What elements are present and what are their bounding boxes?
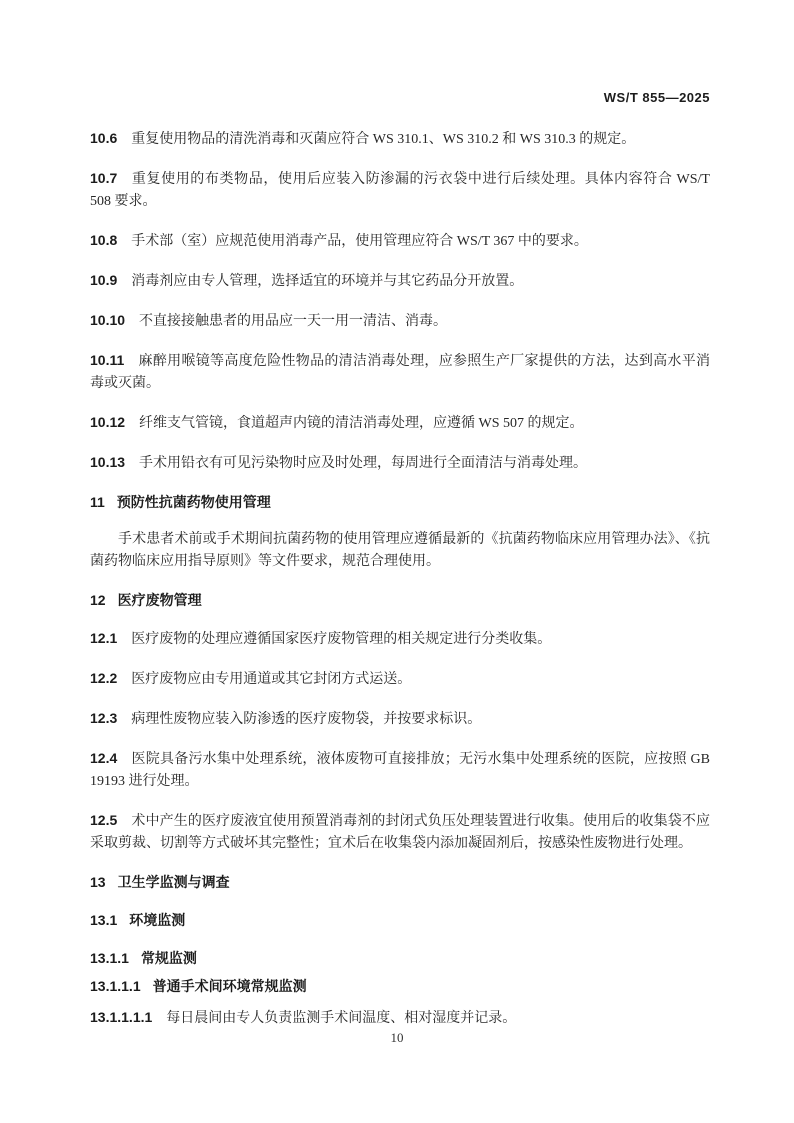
clause-number: 10.6 — [90, 130, 118, 146]
clause-number: 12.5 — [90, 812, 118, 828]
clause-text: 医疗废物的处理应遵循国家医疗废物管理的相关规定进行分类收集。 — [131, 632, 552, 647]
clause-number: 10.8 — [90, 232, 118, 248]
page-number: 10 — [390, 1030, 404, 1045]
clause-10-9 — [90, 269, 710, 293]
clause-text: 病理性废物应装入防渗透的医疗废物袋，并按要求标识。 — [131, 712, 482, 727]
clause-text: 术中产生的医疗废液宜使用预置消毒剂的封闭式负压处理装置进行收集。使用后的收集袋不应采取剪裁、切割等方式破坏其完整性；宜术后在收集袋内添加凝固剂后，按感染性废物进行处理。 — [90, 814, 710, 851]
section-heading-13-1-1 — [90, 947, 710, 969]
section-heading-13-1 — [90, 909, 710, 931]
clause-10-11 — [90, 349, 710, 395]
heading-number: 11 — [90, 494, 105, 510]
heading-number: 13.1.1 — [90, 950, 129, 966]
clause-number: 10.12 — [90, 414, 126, 430]
document-code-header: WS/T 855—2025 — [603, 90, 710, 105]
clause-13-1-1-1-1 — [90, 1006, 710, 1030]
clause-text: 手术部（室）应规范使用消毒产品，使用管理应符合 WS/T 367 中的要求。 — [131, 234, 588, 249]
section-heading-13-1-1-1 — [90, 975, 710, 997]
heading-number: 13.1.1.1 — [90, 978, 141, 994]
heading-text: 常规监测 — [140, 950, 197, 966]
section-heading-13 — [90, 871, 710, 893]
clause-text: 每日晨间由专人负责监测手术间温度、相对湿度并记录。 — [166, 1011, 517, 1026]
clause-number: 12.3 — [90, 710, 118, 726]
clause-10-12 — [90, 411, 710, 435]
clause-12-5 — [90, 809, 710, 855]
clause-12-2 — [90, 667, 710, 691]
clause-number: 10.11 — [90, 352, 125, 368]
section-heading-11 — [90, 491, 710, 513]
clause-text: 消毒剂应由专人管理，选择适宜的环境并与其它药品分开放置。 — [131, 274, 524, 289]
section-heading-12 — [90, 589, 710, 611]
clause-number: 12.1 — [90, 630, 118, 646]
heading-text: 环境监测 — [129, 912, 186, 928]
clause-10-8 — [90, 229, 710, 253]
clause-number: 12.4 — [90, 750, 118, 766]
paragraph-antibiotics: 手术患者术前或手术期间抗菌药物的使用管理应遵循最新的《抗菌药物临床应用管理办法》、《抗菌药物临床应用指导原则》等文件要求，规范合理使用。 — [90, 532, 710, 569]
heading-number: 13.1 — [90, 912, 118, 928]
clause-12-1 — [90, 627, 710, 651]
heading-text: 医疗废物管理 — [117, 592, 202, 608]
heading-number: 12 — [90, 592, 106, 608]
heading-number: 13 — [90, 874, 106, 890]
clause-text: 手术用铅衣有可见污染物时应及时处理，每周进行全面清洁与消毒处理。 — [139, 456, 588, 471]
clause-10-6 — [90, 127, 710, 151]
clause-10-13 — [90, 451, 710, 475]
clause-text: 纤维支气管镜，食道超声内镜的清洁消毒处理，应遵循 WS 507 的规定。 — [139, 416, 584, 431]
clause-10-10 — [90, 309, 710, 333]
clause-12-4 — [90, 747, 710, 793]
clause-number: 10.9 — [90, 272, 118, 288]
clause-12-3 — [90, 707, 710, 731]
clause-10-7 — [90, 167, 710, 213]
clause-text: 重复使用的布类物品，使用后应装入防渗漏的污衣袋中进行后续处理。具体内容符合 WS/T 508 要求。 — [90, 172, 710, 209]
heading-text: 卫生学监测与调查 — [117, 874, 230, 890]
clause-number: 10.7 — [90, 170, 118, 186]
clause-text: 医院具备污水集中处理系统，液体废物可直接排放；无污水集中处理系统的医院，应按照 GB 19193 进行处理。 — [90, 752, 710, 789]
heading-text: 普通手术间环境常规监测 — [152, 978, 307, 994]
clause-text: 不直接接触患者的用品应一天一用一清洁、消毒。 — [139, 314, 448, 329]
clause-number: 10.10 — [90, 312, 126, 328]
heading-text: 预防性抗菌药物使用管理 — [116, 494, 271, 510]
clause-number: 10.13 — [90, 454, 126, 470]
clause-number: 12.2 — [90, 670, 118, 686]
clause-number: 13.1.1.1.1 — [90, 1009, 153, 1025]
clause-text: 医疗废物应由专用通道或其它封闭方式运送。 — [131, 672, 412, 687]
clause-text: 重复使用物品的清洗消毒和灭菌应符合 WS 310.1、WS 310.2 和 WS 310.3 的规定。 — [131, 132, 636, 147]
clause-text: 麻醉用喉镜等高度危险性物品的清洁消毒处理，应参照生产厂家提供的方法，达到高水平消毒或灭菌。 — [90, 354, 710, 391]
